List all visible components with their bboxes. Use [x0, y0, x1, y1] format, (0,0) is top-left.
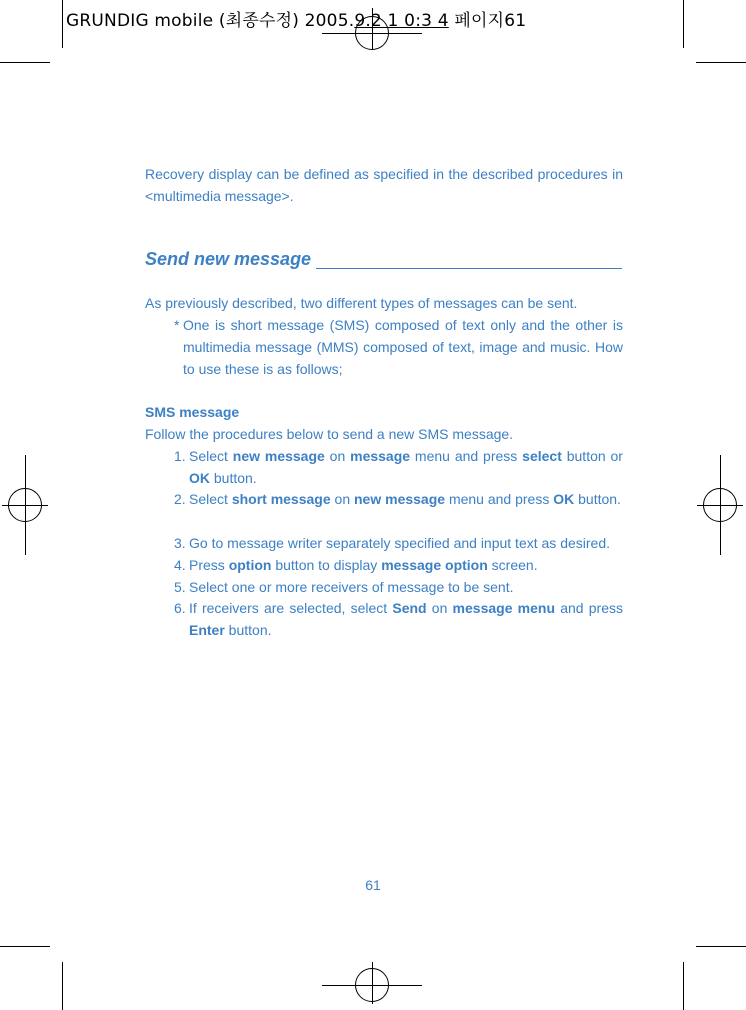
step-text	[189, 554, 623, 576]
step-fragment: on	[330, 491, 354, 507]
step-keyword: OK	[189, 470, 210, 486]
step-number: 2.	[174, 491, 186, 507]
subsection-intro: Follow the procedures below to send a new SMS message.	[145, 426, 514, 442]
header-date: 9.2 1 0:3 4	[354, 11, 449, 31]
step-fragment: on	[426, 600, 453, 616]
step-fragment: Select one or more receivers of message to be sent.	[189, 579, 514, 595]
title-underline	[316, 268, 622, 269]
step-keyword: select	[522, 448, 562, 464]
step-text	[189, 488, 623, 510]
step-number: 3.	[174, 535, 186, 551]
step-text	[189, 597, 623, 641]
paragraph: As previously described, two different types of messages can be sent.	[145, 295, 578, 311]
step-keyword: short message	[231, 491, 331, 507]
step-fragment: menu and press	[410, 448, 523, 464]
crop-mark	[0, 62, 50, 63]
note-marker: *	[174, 317, 180, 333]
step-keyword: message menu	[452, 600, 556, 616]
step-keyword: OK	[553, 491, 575, 507]
step-fragment: Press	[189, 557, 229, 573]
crop-mark	[696, 62, 746, 63]
crop-mark	[0, 946, 50, 947]
step-number: 5.	[174, 579, 186, 595]
step-keyword: new message	[354, 491, 446, 507]
step-fragment: on	[324, 448, 351, 464]
step-fragment: Select	[189, 448, 233, 464]
section-title: Send new message	[145, 249, 312, 269]
step-keyword: Enter	[189, 622, 225, 638]
step-keyword: Send	[392, 600, 427, 616]
crop-mark	[683, 0, 684, 48]
step-fragment: button.	[224, 622, 272, 638]
registration-circle	[703, 488, 737, 522]
print-header	[66, 6, 526, 31]
step-fragment: Go to message writer separately specified and input text as desired.	[189, 535, 610, 551]
step-number: 4.	[174, 557, 186, 573]
page-number: 61	[365, 877, 381, 893]
crop-mark	[62, 0, 63, 48]
step-keyword: new message	[232, 448, 325, 464]
crop-mark	[696, 946, 746, 947]
registration-circle	[355, 968, 389, 1002]
step-fragment: Select	[189, 491, 232, 507]
intro-paragraph: Recovery display can be defined as specified in the described procedures in <multimedia message>.	[145, 166, 623, 204]
step-fragment: If receivers are selected, select	[189, 600, 393, 616]
step-fragment: button or	[561, 448, 623, 464]
step-keyword: message option	[381, 557, 488, 573]
step-fragment: and press	[555, 600, 623, 616]
step-fragment: button to display	[271, 557, 382, 573]
step-fragment: menu and press	[445, 491, 554, 507]
step-number: 1.	[174, 448, 186, 464]
crop-mark	[62, 962, 63, 1010]
step-fragment: button.	[574, 491, 621, 507]
note-text: One is short message (SMS) composed of text only and the other is multimedia message (MMS) composed of text, image and music. How to use these is as follows;	[183, 317, 623, 377]
header-prefix: GRUNDIG mobile (최종수정) 2005.	[66, 11, 355, 31]
step-text	[189, 576, 623, 598]
step-keyword: message	[350, 448, 411, 464]
subsection-heading: SMS message	[145, 404, 240, 420]
step-keyword: option	[228, 557, 272, 573]
step-text	[189, 445, 623, 489]
step-text	[189, 532, 623, 554]
crop-mark	[683, 962, 684, 1010]
step-fragment: screen.	[487, 557, 538, 573]
step-fragment: button.	[210, 470, 257, 486]
step-number: 6.	[174, 600, 186, 616]
header-suffix: 페이지61	[448, 11, 527, 31]
registration-circle	[8, 488, 42, 522]
